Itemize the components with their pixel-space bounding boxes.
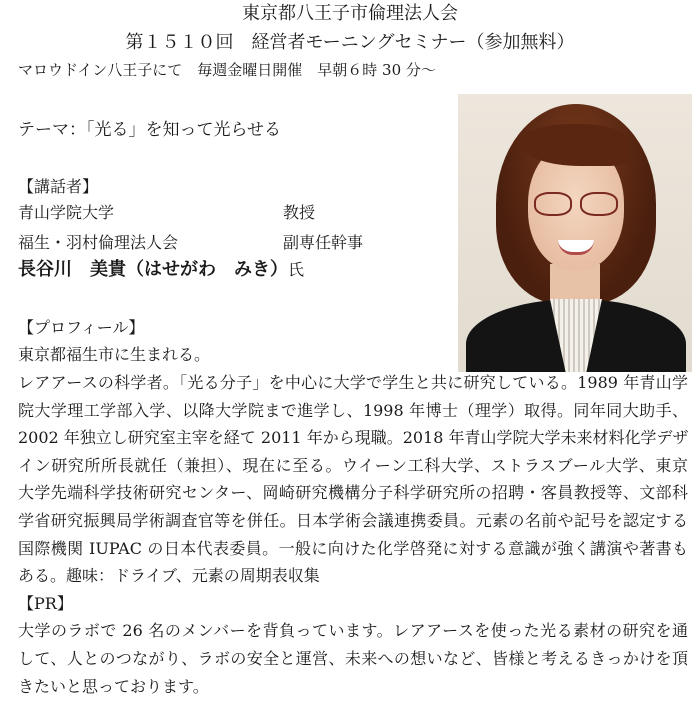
- affiliation-role: 副専任幹事: [283, 233, 364, 252]
- organizer-title: 東京都八王子市倫理法人会: [242, 3, 458, 24]
- profile-line: ある。趣味：ドライブ、元素の周期表収集: [18, 566, 320, 586]
- speaker-name: 長谷川 美貴（はせがわ みき）: [18, 259, 288, 280]
- profile-line: 国際機関 IUPAC の日本代表委員。一般に向けた化学啓発に対する意識が強く講演や著書も: [18, 538, 688, 558]
- pr-heading: 【PR】: [18, 593, 73, 613]
- speaker-heading: 【講話者】: [18, 177, 99, 196]
- speaker-name-line: [18, 260, 304, 280]
- theme: テーマ：「光る」を知って光らせる: [18, 120, 281, 140]
- honorific: 氏: [288, 260, 305, 279]
- pr-line: 大学のラボで 26 名のメンバーを背負っています。レアアースを使った光る素材の研究を通: [18, 621, 688, 641]
- profile-line: イン研究所所長就任（兼担）、現在に至る。ウイーン工科大学、ストラスブール大学、東京: [18, 455, 688, 475]
- profile-heading: 【プロフィール】: [18, 318, 145, 337]
- pr-line: して、人とのつながり、ラボの安全と運営、未来への想いなど、皆様と考えるきっかけを頂: [18, 649, 688, 668]
- profile-line: 大学先端科学技術研究センター、岡崎研究機構分子科学研究所の招聘・客員教授等、文部科: [18, 483, 688, 503]
- profile-line: 学省研究振興局学術調査官等を併任。日本学術会議連携委員。元素の名前や記号を認定する: [18, 511, 688, 530]
- venue-schedule: マロウドイン八王子にて 毎週金曜日開催 早朝６時 30 分～: [18, 61, 436, 79]
- profile-birth: 東京都福生市に生まれる。: [18, 345, 211, 364]
- affiliation-org: 福生・羽村倫理法人会: [18, 233, 179, 252]
- profile-line: 院大学理工学部入学、以降大学院まで進学し、1998 年博士（理学）取得。同年同大助手、: [18, 400, 688, 420]
- pr-line: きたいと思っております。: [18, 676, 209, 696]
- event-title: 第１５１０回 経営者モーニングセミナー（参加無料）: [125, 32, 575, 53]
- profile-line: 2002 年独立し研究室主宰を経て 2011 年から現職。2018 年青山学院大学未来材料化学デザ: [18, 428, 689, 448]
- affiliation-org: 青山学院大学: [18, 203, 115, 222]
- affiliation-role: 教授: [283, 203, 316, 222]
- speaker-photo: [458, 94, 692, 372]
- profile-line: レアアースの科学者。「光る分子」を中心に大学で学生と共に研究している。1989 年青山学: [18, 373, 688, 392]
